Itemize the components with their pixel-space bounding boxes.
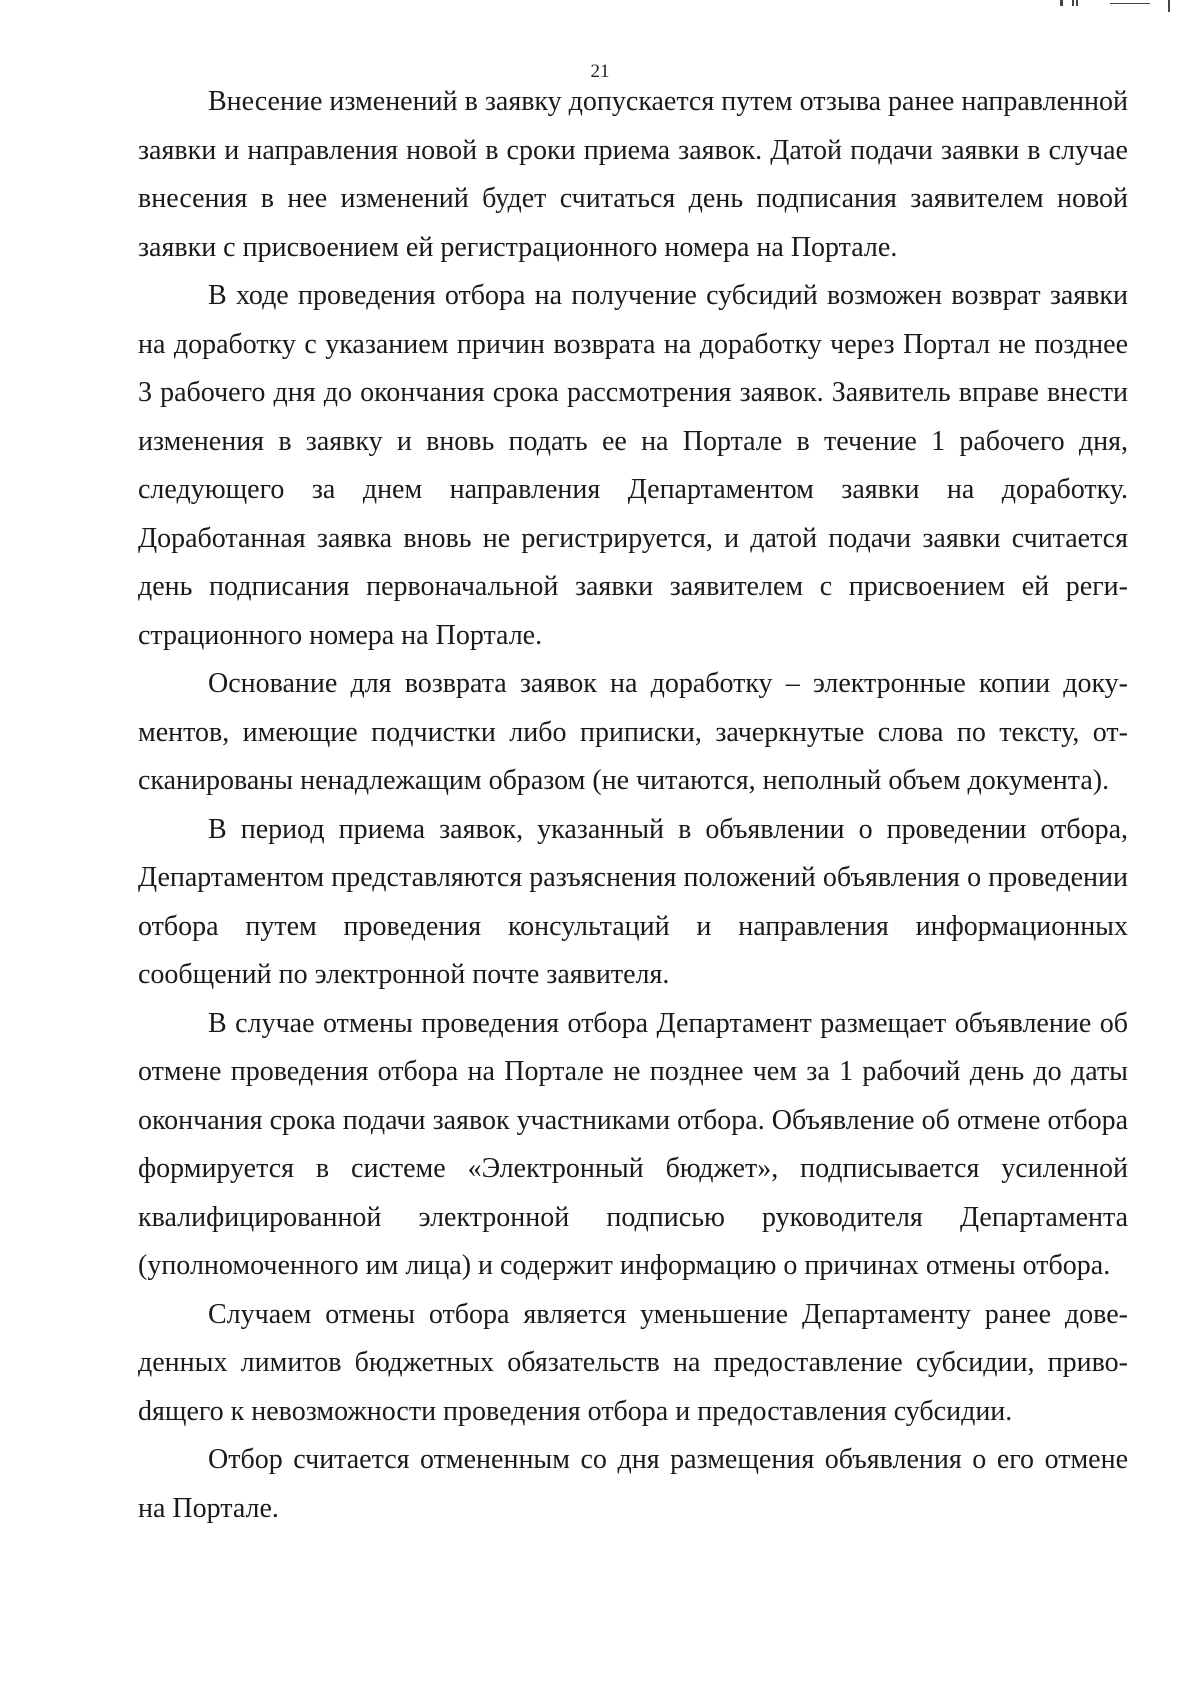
scan-artifact — [1050, 0, 1200, 14]
paragraph-return-grounds: Основание для возврата заявок на доработку – электронные копии документов, имеющие подчистки либо приписки, зачеркнутые слова по тексту, отсканированы ненадлежащим образом (не читаются, неполный объем документа). — [138, 668, 1128, 796]
paragraph-clarifications: В период приема заявок, указанный в объявлении о проведении отбора, Департаментом представляются разъяснения положений объявления о проведении отбора путем проведения консультаций и направления информационных сообщений по электронной почте заявителя. — [138, 813, 1128, 990]
document-body — [138, 78, 1128, 1533]
paragraph-cancellation-effective: Отбор считается отмененным со дня размещения объявления о его отмене на Портале. — [138, 1444, 1128, 1524]
paragraph-cancellation-case: Случаем отмены отбора является уменьшение Департаменту ранее доведенных лимитов бюджетных обязательств на предоставление субсидии, привоdящего к невозможности проведения отбора и предоставления субсидии. — [138, 1298, 1128, 1427]
page-number: 21 — [590, 61, 610, 82]
paragraph-amend-application: Внесение изменений в заявку допускается путем отзыва ранее направленной заявки и направления новой в сроки приема заявок. Датой подачи заявки в случае внесения в нее изменений будет считаться день подписания заявителем новой заявки с присвоением ей регистрационного номера на Портале. — [138, 86, 1128, 263]
paragraph-return-for-revision: В ходе проведения отбора на получение субсидий возможен возврат заявки на доработку с указанием причин возврата на доработку через Портал не позднее 3 рабочего дня до окончания срока рассмотрения заявок. Заявитель вправе внести изменения в заявку и вновь подать ее на Портале в течение 1 рабочего дня, следующего за днем направления Департаментом заявки на доработку. Доработанная заявка вновь не регистрируется, и датой подачи заявки считается день подписания первоначальной заявки заявителем с присвоением ей регистрационного номера на Портале. — [138, 280, 1128, 651]
paragraph-cancellation-announcement: В случае отмены проведения отбора Департамент размещает объявление об отмене проведения отбора на Портале не позднее чем за 1 рабочий день до даты окончания срока подачи заявок участниками отбора. Объявление об отмене отбора формируется в системе «Электронный бюджет», подписывается усиленной квалифицированной электронной подписью руководителя Департамента (уполномоченного им лица) и содержит информацию о причинах отмены отбора. — [138, 1007, 1128, 1281]
